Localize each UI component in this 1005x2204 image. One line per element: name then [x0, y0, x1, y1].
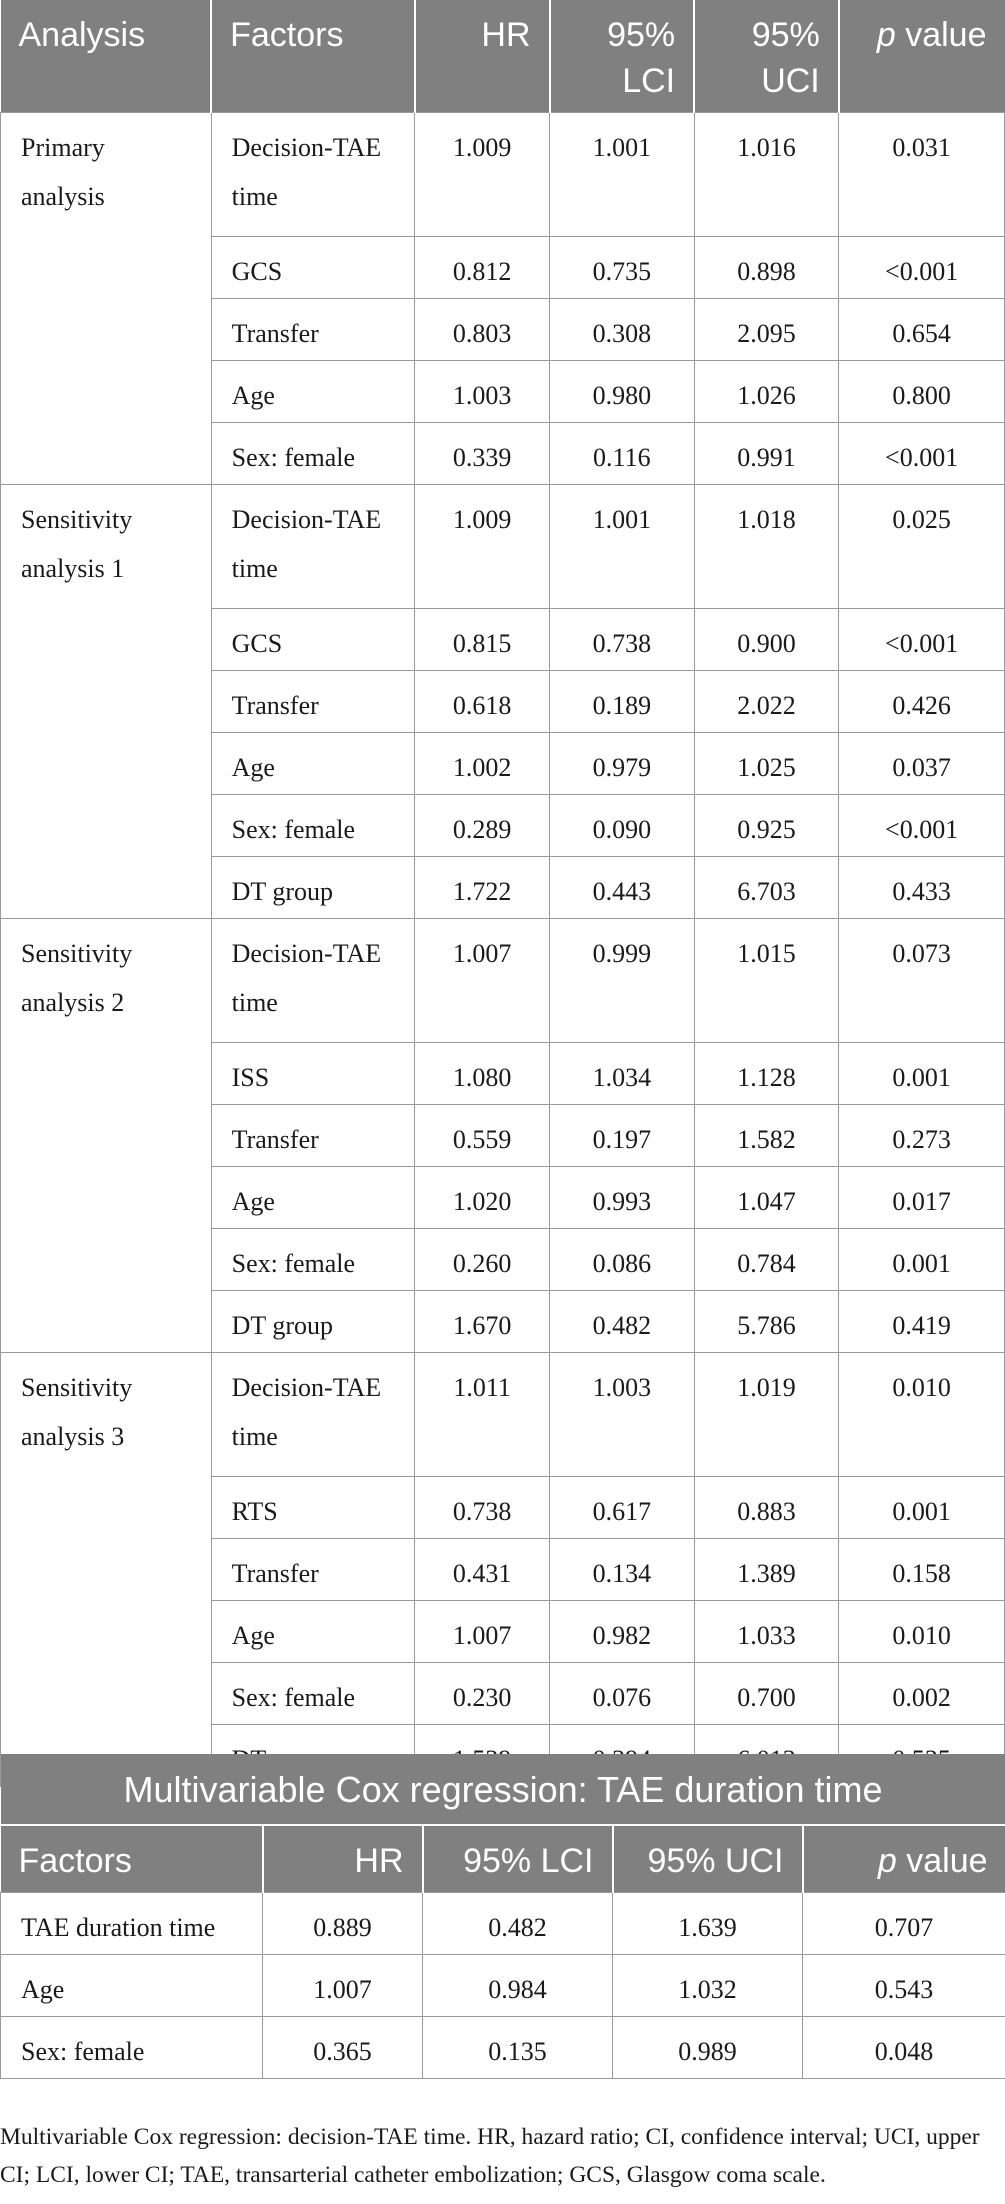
p-value-cell: 0.273 — [839, 1105, 1005, 1167]
uci-cell: 5.786 — [694, 1291, 839, 1353]
table-footnote: Multivariable Cox regression: decision-TAE time. HR, hazard ratio; CI, confidence interval; UCI, upper CI; LCI, lower CI; TAE, transarterial catheter embolization; GCS, Glasgow coma scale. — [0, 2124, 980, 2188]
lci-cell: 0.086 — [550, 1229, 695, 1291]
analysis-group-label: Sensitivity analysis 2 — [1, 919, 212, 1353]
t2-header-p-rest: value — [896, 1842, 988, 1880]
lci-cell: 0.443 — [550, 857, 695, 919]
t2-header-p-italic: p — [877, 1842, 897, 1880]
header-uci: 95% UCI — [694, 0, 839, 113]
t2-header-factors: Factors — [1, 1825, 263, 1893]
hr-cell: 1.080 — [415, 1043, 550, 1105]
p-value-cell: 0.433 — [839, 857, 1005, 919]
p-value-cell: 0.031 — [839, 113, 1005, 237]
hr-cell: 0.738 — [415, 1477, 550, 1539]
factor-cell: Decision-TAE time — [211, 113, 415, 237]
table-row — [1, 919, 1005, 1043]
p-value-cell: <0.001 — [839, 795, 1005, 857]
p-value-cell: 0.037 — [839, 733, 1005, 795]
hr-cell: 0.812 — [415, 237, 550, 299]
factor-cell: Sex: female — [211, 1663, 415, 1725]
hr-cell: 1.003 — [415, 361, 550, 423]
hr-cell: 0.339 — [415, 423, 550, 485]
lci-cell: 0.197 — [550, 1105, 695, 1167]
uci-cell: 0.784 — [694, 1229, 839, 1291]
hr-cell: 0.618 — [415, 671, 550, 733]
hr-cell: 0.803 — [415, 299, 550, 361]
lci-cell: 0.308 — [550, 299, 695, 361]
factor-cell: Sex: female — [1, 2017, 263, 2079]
lci-cell: 0.617 — [550, 1477, 695, 1539]
factor-cell: Transfer — [211, 299, 415, 361]
factor-cell: ISS — [211, 1043, 415, 1105]
hr-cell: 1.002 — [415, 733, 550, 795]
lci-cell: 0.076 — [550, 1663, 695, 1725]
p-value-cell: 0.426 — [839, 671, 1005, 733]
factor-cell: Decision-TAE time — [211, 919, 415, 1043]
uci-cell: 1.016 — [694, 113, 839, 237]
p-value-cell: 0.010 — [839, 1353, 1005, 1477]
factor-cell: Age — [211, 1601, 415, 1663]
uci-cell: 0.989 — [613, 2017, 803, 2079]
header-hr: HR — [415, 0, 550, 113]
hr-cell: 1.011 — [415, 1353, 550, 1477]
p-value-cell: 0.002 — [839, 1663, 1005, 1725]
uci-cell: 1.025 — [694, 733, 839, 795]
p-value-cell: 0.654 — [839, 299, 1005, 361]
uci-cell: 1.026 — [694, 361, 839, 423]
factor-cell: Age — [211, 1167, 415, 1229]
factor-cell: Sex: female — [211, 423, 415, 485]
factor-cell: DT group — [211, 857, 415, 919]
p-value-cell: 0.158 — [839, 1539, 1005, 1601]
factor-cell: Transfer — [211, 1105, 415, 1167]
hr-cell: 0.260 — [415, 1229, 550, 1291]
header-lci: 95% LCI — [550, 0, 695, 113]
factor-cell: TAE duration time — [1, 1893, 263, 1955]
p-value-cell: <0.001 — [839, 609, 1005, 671]
header-p-italic: p — [876, 16, 896, 54]
uci-cell: 1.018 — [694, 485, 839, 609]
analysis-group-label: Sensitivity analysis 3 — [1, 1353, 212, 1787]
lci-cell: 0.189 — [550, 671, 695, 733]
table2-title-row — [1, 1754, 1005, 1825]
factor-cell: Transfer — [211, 1539, 415, 1601]
factor-cell: GCS — [211, 609, 415, 671]
lci-cell: 1.034 — [550, 1043, 695, 1105]
factor-cell: Sex: female — [211, 795, 415, 857]
lci-cell: 0.738 — [550, 609, 695, 671]
lci-cell: 1.003 — [550, 1353, 695, 1477]
table2-header-row — [1, 1825, 1005, 1893]
factor-cell: Decision-TAE time — [211, 485, 415, 609]
lci-cell: 0.090 — [550, 795, 695, 857]
t2-header-lci: 95% LCI — [423, 1825, 613, 1893]
tae-duration-table — [0, 1754, 1005, 2079]
p-value-cell: 0.001 — [839, 1043, 1005, 1105]
table-row — [1, 485, 1005, 609]
hr-cell: 1.670 — [415, 1291, 550, 1353]
hr-cell: 0.289 — [415, 795, 550, 857]
lci-cell: 0.979 — [550, 733, 695, 795]
uci-cell: 2.095 — [694, 299, 839, 361]
p-value-cell: 0.419 — [839, 1291, 1005, 1353]
p-value-cell: 0.010 — [839, 1601, 1005, 1663]
analysis-group-label: Sensitivity analysis 1 — [1, 485, 212, 919]
factor-cell: Age — [1, 1955, 263, 2017]
factor-cell: Age — [211, 361, 415, 423]
hr-cell: 1.020 — [415, 1167, 550, 1229]
table-row — [1, 1353, 1005, 1477]
hr-cell: 1.009 — [415, 113, 550, 237]
factor-cell: GCS — [211, 237, 415, 299]
uci-cell: 0.700 — [694, 1663, 839, 1725]
lci-cell: 0.993 — [550, 1167, 695, 1229]
hr-cell: 1.007 — [415, 919, 550, 1043]
uci-cell: 2.022 — [694, 671, 839, 733]
hr-cell: 0.889 — [263, 1893, 423, 1955]
lci-cell: 1.001 — [550, 485, 695, 609]
hr-cell: 1.009 — [415, 485, 550, 609]
uci-cell: 0.898 — [694, 237, 839, 299]
analysis-group-label: Primary analysis — [1, 113, 212, 485]
uci-cell: 0.925 — [694, 795, 839, 857]
lci-cell: 0.735 — [550, 237, 695, 299]
table2-body — [1, 1893, 1005, 2079]
table2-title: Multivariable Cox regression: TAE duration time — [1, 1754, 1005, 1825]
uci-cell: 1.389 — [694, 1539, 839, 1601]
factor-cell: Transfer — [211, 671, 415, 733]
lci-cell: 0.999 — [550, 919, 695, 1043]
table-row — [1, 113, 1005, 237]
header-factors: Factors — [211, 0, 415, 113]
hr-cell: 1.007 — [263, 1955, 423, 2017]
p-value-cell: 0.048 — [803, 2017, 1005, 2079]
lci-cell: 0.135 — [423, 2017, 613, 2079]
uci-cell: 1.582 — [694, 1105, 839, 1167]
hr-cell: 0.431 — [415, 1539, 550, 1601]
t2-header-hr: HR — [263, 1825, 423, 1893]
p-value-cell: <0.001 — [839, 237, 1005, 299]
table-body — [1, 113, 1005, 1787]
factor-cell: Sex: female — [211, 1229, 415, 1291]
table-row — [1, 1893, 1005, 1955]
hr-cell: 0.559 — [415, 1105, 550, 1167]
uci-cell: 1.128 — [694, 1043, 839, 1105]
uci-cell: 0.900 — [694, 609, 839, 671]
p-value-cell: 0.001 — [839, 1229, 1005, 1291]
p-value-cell: 0.543 — [803, 1955, 1005, 2017]
header-p-value — [839, 0, 1005, 113]
uci-cell: 6.703 — [694, 857, 839, 919]
header-analysis: Analysis — [1, 0, 212, 113]
hr-cell: 0.365 — [263, 2017, 423, 2079]
t2-header-p-value — [803, 1825, 1005, 1893]
p-value-cell: 0.073 — [839, 919, 1005, 1043]
p-value-cell: 0.017 — [839, 1167, 1005, 1229]
t2-header-uci: 95% UCI — [613, 1825, 803, 1893]
factor-cell: RTS — [211, 1477, 415, 1539]
factor-cell: Age — [211, 733, 415, 795]
p-value-cell: <0.001 — [839, 423, 1005, 485]
p-value-cell: 0.707 — [803, 1893, 1005, 1955]
uci-cell: 0.883 — [694, 1477, 839, 1539]
table-header-row — [1, 0, 1005, 113]
lci-cell: 0.980 — [550, 361, 695, 423]
uci-cell: 1.033 — [694, 1601, 839, 1663]
lci-cell: 0.982 — [550, 1601, 695, 1663]
uci-cell: 1.639 — [613, 1893, 803, 1955]
lci-cell: 0.482 — [423, 1893, 613, 1955]
hr-cell: 1.007 — [415, 1601, 550, 1663]
p-value-cell: 0.001 — [839, 1477, 1005, 1539]
uci-cell: 1.015 — [694, 919, 839, 1043]
table-row — [1, 1955, 1005, 2017]
uci-cell: 1.032 — [613, 1955, 803, 2017]
hr-cell: 1.722 — [415, 857, 550, 919]
lci-cell: 0.482 — [550, 1291, 695, 1353]
uci-cell: 1.019 — [694, 1353, 839, 1477]
hr-cell: 0.230 — [415, 1663, 550, 1725]
uci-cell: 0.991 — [694, 423, 839, 485]
uci-cell: 1.047 — [694, 1167, 839, 1229]
lci-cell: 1.001 — [550, 113, 695, 237]
header-p-rest: value — [895, 16, 987, 54]
hr-cell: 0.815 — [415, 609, 550, 671]
factor-cell: DT group — [211, 1291, 415, 1353]
lci-cell: 0.984 — [423, 1955, 613, 2017]
table-row — [1, 2017, 1005, 2079]
p-value-cell: 0.025 — [839, 485, 1005, 609]
lci-cell: 0.116 — [550, 423, 695, 485]
lci-cell: 0.134 — [550, 1539, 695, 1601]
p-value-cell: 0.800 — [839, 361, 1005, 423]
factor-cell: Decision-TAE time — [211, 1353, 415, 1477]
